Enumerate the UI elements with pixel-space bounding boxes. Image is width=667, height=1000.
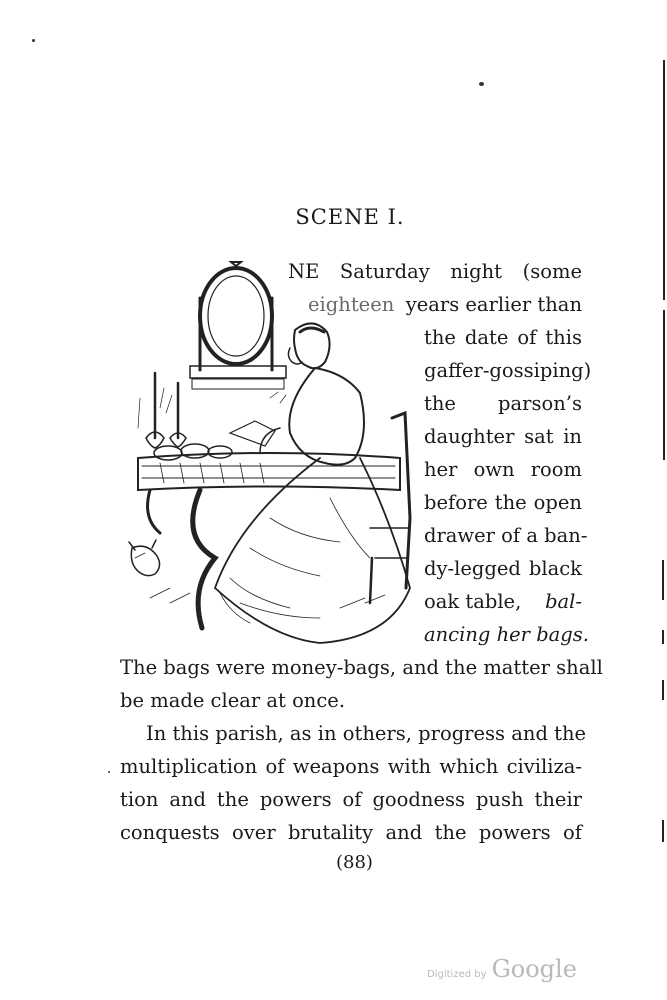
text-line: the date of this [424, 326, 582, 349]
text-line: be made clear at once. [120, 689, 346, 712]
text-line: conquests over brutality and the powers of [120, 821, 582, 844]
page-edge-line [662, 820, 664, 842]
line-text: oak table, [424, 590, 522, 613]
scan-speck [32, 39, 35, 42]
text-line: the parson’s [424, 392, 582, 415]
text-line-italic: ancing her bags. [424, 623, 589, 646]
text-line: In this parish, as in others, progress and the [146, 722, 587, 745]
text-line: her own room [424, 458, 582, 481]
text-line: drawer of a ban- [424, 524, 588, 547]
page-edge-line [663, 310, 665, 460]
page-edge-line [663, 60, 665, 300]
line-text-faded: eighteen [308, 293, 395, 316]
watermark-prefix: Digitized by [427, 969, 487, 980]
page-edge-line [662, 630, 664, 644]
page-number: (88) [336, 852, 373, 873]
text-line: before the open [424, 491, 582, 514]
scan-speck [108, 771, 110, 773]
text-line [424, 586, 582, 619]
text-line: tion and the powers of goodness push their [120, 788, 582, 811]
line-text-italic: bal- [545, 590, 582, 613]
text-line [308, 289, 582, 322]
digitized-watermark [427, 955, 577, 983]
text-line: The bags were money-bags, and the matter shall [120, 656, 603, 679]
text-line: daughter sat in [424, 425, 582, 448]
text-line: dy-legged black [424, 557, 582, 580]
line-text: NE Saturday night (some [288, 260, 582, 283]
watermark-brand: Google [491, 955, 577, 983]
line-text: years earlier than [405, 293, 582, 316]
scan-speck [479, 82, 484, 86]
page-edge-line [662, 560, 664, 600]
page-edge-line [662, 680, 664, 700]
text-line [288, 256, 582, 289]
text-line: multiplication of weapons with which civiliza- [120, 755, 582, 778]
scene-heading: SCENE I. [295, 205, 405, 229]
text-line: gaffer-gossiping) [424, 359, 592, 382]
